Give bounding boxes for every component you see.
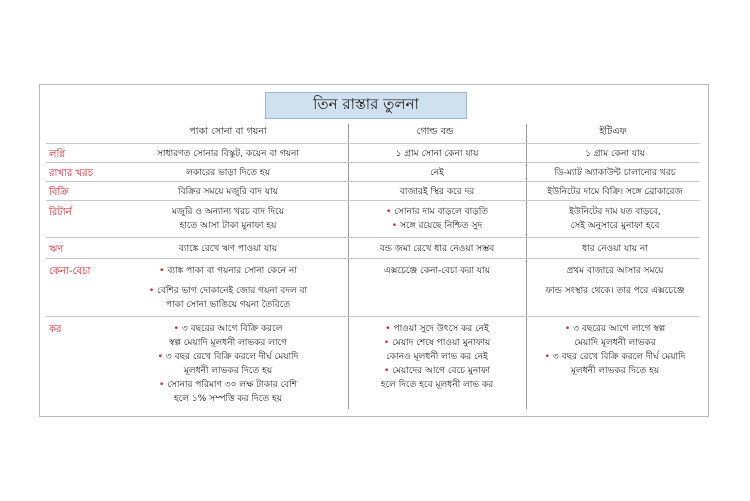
column-divider [526,124,527,409]
cell-line: মেয়াদি মূলধনী লাভকর [574,338,656,348]
bullet-line: • ৩ বছরের আগে লাগে স্বল্প [564,324,666,334]
cell-line: মূলধনী লাভকর দিতে হয় [570,366,660,376]
row-divider [46,162,700,163]
cell-line: মূলধনী লাভকর দিতে হয় [183,366,273,376]
row-label-investment: লগ্নি [49,149,66,160]
table-cell [528,322,702,378]
row-label-sale: বিক্রি [49,187,69,198]
cell-line: হলে ১% সম্পত্তি কর দিতে হয় [173,394,283,404]
column-header-gold-bond: গোল্ড বন্ড [416,126,454,137]
bullet-line: • সঙ্গে রয়েছে নিশ্চিত সুদ [391,221,483,231]
cell-line: সেই অনুসারে মুনাফা হবে [570,221,660,231]
bullet-icon: • [148,286,155,296]
table-cell: সাধারণত সোনার বিস্কুট, কয়েন বা গয়না [156,149,300,159]
table-cell: এক্সচেঞ্জে কেনা-বেচা করা যায় [383,266,491,276]
table-title-text: তিন রাস্তার তুলনা [313,95,419,113]
column-divider [348,124,349,409]
row-divider [46,200,700,201]
bullet-line: • ৩ বছরের আগে বিক্রি করলে [173,324,283,334]
cell-line: মজুরি ও অন্যান্য খরচ বাদ দিয়ে [171,207,285,217]
row-label-return: রিটার্ন [49,207,72,218]
column-header-gold-jewellery: পাকা সোনা বা গয়না [189,126,267,137]
cell-line: হাতে আসা টাকা মুনাফা হয় [179,221,277,231]
table-cell [528,205,702,233]
table-cell: ডি-ম্যাট অ্যাকাউন্ট চালানোর খরচ [554,168,676,178]
cell-line: ফান্ড সংস্থার থেকে। তার পরে এক্সচেঞ্জে [545,286,685,296]
table-cell [350,322,524,392]
table-cell [110,264,346,312]
cell-line: স্বল্প মেয়াদি মূলধনী লাভকর লাগে [168,338,287,348]
table-cell: ১ গ্রাম সোনা কেনা যায় [395,149,479,159]
row-label-tax: কর [49,324,62,335]
row-label-storage-cost: রাখার খরচ [49,168,94,179]
row-divider [46,181,700,182]
row-label-loan: ঋণ [49,244,64,255]
bullet-icon: • [383,338,390,348]
bullet-line: • ৩ বছর রেখে বিক্রি করলে দীর্ঘ মেয়াদি [544,352,686,362]
bullet-line: • পাওয়া সুদে উৎসে কর নেই [385,324,489,334]
bullet-line: • মেয়াদের আগে বেচে মুনাফা [383,366,491,376]
cell-line: ইউনিটের দাম যত বাড়বে, [569,207,661,217]
bullet-line: • সোনার পরিমাণ ৩০ লক্ষ টাকার বেশি [158,380,298,390]
table-cell: ইউনিটের দামে বিক্রি। সঙ্গে ব্রোকারেজ [547,187,683,197]
bullet-icon: • [544,352,550,362]
row-label-buy-sell: কেনা-বেচা [49,266,91,277]
bullet-line: • সোনার দাম বাড়লে বাড়তি [385,207,489,217]
cell-line: প্রথম বাজারে আসার সময়ে [566,266,664,276]
table-cell [110,322,346,406]
bullet-line: • মেয়াদ শেষে পাওয়া মুনাফায় [383,338,491,348]
table-cell [528,264,702,298]
bullet-line: • বেশির ভাগ দোকানেই জোর গয়না বদল বা [148,286,308,296]
cell-line: কোনও মূলধনী লাভ কর নেই [386,352,488,362]
bullet-icon: • [159,266,165,276]
table-cell: বন্ড জমা রেখে ধার নেওয়া সম্ভব [379,244,495,254]
table-cell: লকারের ভাড়া দিতে হয় [186,168,270,178]
table-cell: নেই [430,168,444,178]
table-title [265,92,467,119]
table-cell: ব্যাঙ্কে রেখে ঋণ পাওয়া যায় [178,244,278,254]
bullet-icon: • [385,324,391,334]
column-header-etf: ইটিএফ [599,126,627,137]
row-divider [46,316,700,317]
bullet-icon: • [158,380,165,390]
table-cell [350,205,524,233]
table-cell: ১ গ্রাম কেনা যায় [585,149,645,159]
bullet-icon: • [157,352,163,362]
bullet-icon: • [383,366,390,376]
table-cell: বিক্রির সময়ে মজুরি বাদ যায় [178,187,278,197]
row-divider [46,237,700,238]
bullet-icon: • [385,207,392,217]
bullet-icon: • [564,324,571,334]
table-cell [110,205,346,233]
row-divider [46,258,700,259]
table-cell: বাজারই স্থির করে দর [399,187,475,197]
bullet-icon: • [173,324,179,334]
cell-line: পাকা সোনা ভাঙিয়ে গয়না তৈরিতে [165,300,291,310]
bullet-icon: • [391,221,398,231]
table-cell: ধার নেওয়া যায় না [582,244,648,254]
row-divider [46,143,700,144]
bullet-line: • ৩ বছর রেখে বিক্রি করলে দীর্ঘ মেয়াদি [157,352,299,362]
bullet-line: • ব্যাঙ্ক পাকা বা গয়নার সোনা কেনে না [159,266,297,276]
cell-line: হলে দিতে হবে মূলধনী লাভ কর [380,380,494,390]
